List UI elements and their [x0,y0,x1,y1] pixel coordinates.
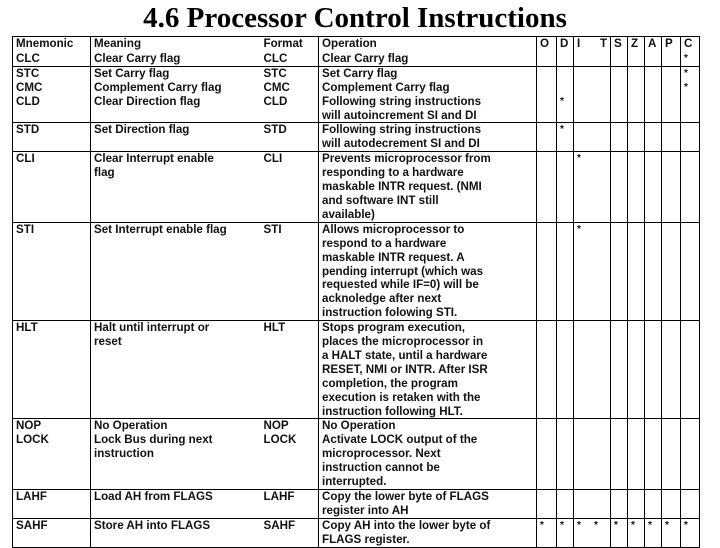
mnemonic-cell [13,433,91,489]
flag-cell [537,222,557,320]
col-header-mnemonic: Mnemonic [13,37,91,52]
flag-cell [557,490,574,519]
flag-header-o: O [540,37,550,50]
flag-cell [645,95,662,123]
table-row [13,123,700,152]
mnemonic-cell-line: HLT [16,321,38,335]
flag-cell [681,95,700,123]
flag-cell [628,123,645,152]
flag-header [574,37,611,52]
mnemonic-cell [13,419,91,433]
mnemonic-cell-line: CLD [16,94,40,108]
format-cell-line: NOP [263,419,289,433]
operation-cell-line: responding to a hardware [322,166,464,180]
flag-cell [611,419,628,433]
operation-cell-line: register into AH [322,503,409,517]
flag-cell [681,81,700,95]
flag-cell [557,518,574,547]
flag-cell [537,152,557,223]
operation-cell-line: Activate LOCK output of the [322,433,478,447]
flag-cell [557,81,574,95]
flag-header-a: A [648,37,657,50]
flag-cell [681,123,700,152]
flag-cell [662,52,681,66]
flag-cell [537,66,557,80]
flag-cell [628,81,645,95]
meaning-cell [91,321,261,419]
flag-cell [681,52,700,66]
format-cell [261,95,319,123]
operation-cell-line: No Operation [322,419,396,433]
flag-cell [681,518,700,547]
operation-cell [319,419,537,433]
flag-cell [537,419,557,433]
meaning-cell-line: Lock Bus during next [94,433,213,447]
format-cell [261,321,319,419]
flag-cell [628,95,645,123]
meaning-cell [91,433,261,489]
operation-cell-line: places the microprocessor in [322,335,484,349]
operation-cell-line: available) [322,207,375,221]
flag-cell [611,222,628,320]
flag-asterisk-c: * [684,81,688,93]
flag-cell [611,321,628,419]
table-row [13,52,700,66]
flag-cell [662,66,681,80]
flag-cell [645,490,662,519]
mnemonic-cell-line: STD [16,123,40,137]
flag-cell [628,152,645,223]
mnemonic-cell [13,321,91,419]
operation-cell-line: Set Carry flag [322,66,398,80]
mnemonic-cell [13,123,91,152]
operation-cell-line: will autoincrement SI and DI [322,108,477,122]
meaning-cell [91,66,261,80]
meaning-cell [91,81,261,95]
flag-cell [681,152,700,223]
flag-cell [557,123,574,152]
flag-header [645,37,662,52]
meaning-cell [91,152,261,223]
flag-cell [537,123,557,152]
format-cell [261,152,319,223]
operation-cell-line: Copy AH into the lower byte of [322,518,491,532]
flag-header-z: Z [631,37,639,50]
flag-asterisk-o: * [540,519,544,531]
meaning-cell-line: Set Carry flag [94,66,170,80]
flag-header-p: P [665,37,673,50]
operation-cell [319,52,537,66]
meaning-cell-line: Clear Carry flag [94,51,181,65]
flag-cell [537,81,557,95]
flag-cell [628,518,645,547]
meaning-cell-line: flag [94,166,115,180]
flag-cell [611,123,628,152]
operation-cell-line: Clear Carry flag [322,51,409,65]
flag-cell [628,419,645,433]
flag-header [611,37,628,52]
operation-cell-line: maskable INTR request. A [322,250,465,264]
flag-cell [628,490,645,519]
format-cell-line: STC [263,66,287,80]
flag-asterisk-i: * [577,519,581,531]
operation-cell-line: Prevents microprocessor from [322,152,491,166]
format-cell [261,222,319,320]
format-cell-line: STD [263,123,287,137]
flag-cell [574,66,611,80]
meaning-cell-line: Store AH into FLAGS [94,518,211,532]
operation-cell-line: Allows microprocessor to [322,222,465,236]
format-cell [261,490,319,519]
flag-cell [681,222,700,320]
flag-cell [662,123,681,152]
table-row [13,433,700,489]
operation-cell [319,433,537,489]
flag-asterisk-i: * [577,153,581,165]
meaning-cell-line: No Operation [94,419,168,433]
operation-cell-line: a HALT state, until a hardware [322,348,488,362]
mnemonic-cell-line: NOP [16,419,42,433]
flag-cell [557,66,574,80]
flag-cell [645,419,662,433]
flag-asterisk-d: * [560,95,564,107]
flag-cell [611,95,628,123]
flag-cell [557,419,574,433]
flag-asterisk-c: * [684,519,688,531]
flag-cell [681,490,700,519]
operation-cell [319,321,537,419]
flag-cell [645,518,662,547]
flag-asterisk-c: * [684,67,688,79]
table-row [13,66,700,80]
format-cell-line: HLT [263,321,286,335]
table-row [13,95,700,123]
flag-cell [662,95,681,123]
flag-cell [537,433,557,489]
col-header-operation: Operation [319,37,537,52]
flag-cell [574,123,611,152]
flag-cell [574,52,611,66]
operation-cell-line: respond to a hardware [322,236,447,250]
col-header-meaning: Meaning [91,37,261,52]
format-cell [261,518,319,547]
flag-cell [662,152,681,223]
flag-cell [628,433,645,489]
operation-cell-line: instruction cannot be [322,461,440,475]
table-row [13,222,700,320]
flag-cell [537,321,557,419]
flag-header [662,37,681,52]
operation-cell-line: Stops program execution, [322,321,466,335]
mnemonic-cell [13,81,91,95]
mnemonic-cell-line: LOCK [16,433,49,447]
meaning-cell-line: Clear Interrupt enable [94,152,214,166]
flag-header [628,37,645,52]
meaning-cell [91,52,261,66]
format-cell-line: LAHF [263,490,295,503]
operation-cell-line: microprocessor. Next [322,447,441,461]
meaning-cell-line: Complement Carry flag [94,80,222,94]
header-row [13,37,700,52]
operation-cell-line: interrupted. [322,475,387,489]
mnemonic-cell [13,66,91,80]
col-header-format: Format [261,37,319,52]
operation-cell-line: requested while IF=0) will be [322,278,479,292]
flag-asterisk-s: * [614,519,618,531]
mnemonic-cell-line: CLC [16,51,40,65]
operation-cell-line: and software INT still [322,193,439,207]
flag-asterisk-d: * [560,519,564,531]
format-cell-line: LOCK [263,433,297,447]
mnemonic-cell-line: STC [16,66,40,80]
operation-cell [319,152,537,223]
flag-cell [611,518,628,547]
meaning-cell [91,222,261,320]
flag-cell [662,433,681,489]
table-row [13,321,700,419]
operation-cell-line: completion, the program [322,376,458,390]
format-cell-line: STI [263,222,282,236]
flag-cell [611,490,628,519]
flag-header-s: S [614,37,622,50]
table-row [13,81,700,95]
table-row [13,518,700,547]
flag-cell [662,321,681,419]
operation-cell-line: execution is retaken with the [322,390,481,404]
flag-header [681,37,700,52]
flag-cell [611,433,628,489]
format-cell [261,123,319,152]
operation-cell-line: maskable INTR request. (NMI [322,180,482,194]
meaning-cell [91,123,261,152]
flag-cell [662,419,681,433]
flag-cell [557,222,574,320]
operation-cell [319,222,537,320]
meaning-cell-line: reset [94,335,122,349]
flag-cell [574,222,611,320]
meaning-cell-line: Load AH from FLAGS [94,490,213,503]
format-cell [261,81,319,95]
mnemonic-cell [13,95,91,123]
mnemonic-cell-line: LAHF [16,490,47,503]
flag-cell [557,95,574,123]
flag-asterisk-c: * [684,52,688,64]
flag-cell [537,490,557,519]
operation-cell-line: instruction following HLT. [322,404,463,418]
mnemonic-cell-line: CLI [16,152,35,166]
flag-asterisk-p: * [665,519,669,531]
flag-cell [537,52,557,66]
operation-cell [319,81,537,95]
instruction-table [12,36,700,548]
page-title: 4.6 Processor Control Instructions [143,2,567,34]
operation-cell-line: pending interrupt (which was [322,264,484,278]
meaning-cell-line: Set Interrupt enable flag [94,222,227,236]
flag-cell [645,222,662,320]
mnemonic-cell [13,222,91,320]
operation-cell [319,123,537,152]
flag-asterisk-d: * [560,124,564,136]
flag-cell [611,152,628,223]
format-cell-line: CLI [263,152,283,166]
flag-asterisk-a: * [648,519,652,531]
flag-cell [645,81,662,95]
format-cell [261,52,319,66]
flag-cell [574,419,611,433]
flag-cell [611,52,628,66]
flag-cell [574,518,611,547]
flag-cell [681,66,700,80]
mnemonic-cell-line: STI [16,222,35,236]
operation-cell [319,95,537,123]
flag-cell [557,152,574,223]
meaning-cell [91,490,261,519]
flag-asterisk-z: * [631,519,635,531]
flag-header [537,37,557,52]
format-cell [261,433,319,489]
format-cell-line: CLD [263,94,288,108]
flag-cell [537,518,557,547]
meaning-cell-line: Clear Direction flag [94,94,201,108]
meaning-cell-line: Halt until interrupt or [94,321,210,335]
format-cell-line: CMC [263,80,290,94]
flag-header-d: D [560,37,569,50]
flag-cell [628,222,645,320]
operation-cell [319,490,537,519]
mnemonic-cell-line: SAHF [16,518,48,532]
operation-cell-line: Complement Carry flag [322,80,450,94]
format-cell [261,66,319,80]
flag-cell [645,152,662,223]
operation-cell-line: Copy the lower byte of FLAGS [322,490,489,503]
meaning-cell [91,95,261,123]
flag-cell [662,490,681,519]
flag-cell [662,222,681,320]
mnemonic-cell [13,518,91,547]
flag-cell [681,321,700,419]
format-cell [261,419,319,433]
flag-cell [628,66,645,80]
flag-cell [574,433,611,489]
mnemonic-cell-line: CMC [16,80,43,94]
flag-cell [574,81,611,95]
mnemonic-cell [13,490,91,519]
flag-cell [611,66,628,80]
flag-cell [662,518,681,547]
flag-cell [574,321,611,419]
operation-cell [319,518,537,547]
operation-cell-line: instruction folowing STI. [322,306,458,320]
operation-cell-line: RESET, NMI or INTR. After ISR [322,362,488,376]
table-row [13,490,700,519]
flag-cell [662,81,681,95]
flag-cell [681,419,700,433]
operation-cell-line: Following string instructions [322,123,482,137]
table-row [13,419,700,433]
mnemonic-cell [13,52,91,66]
flag-cell [645,52,662,66]
flag-cell [681,433,700,489]
flag-asterisk-t: * [594,519,598,531]
operation-cell [319,66,537,80]
format-cell-line: SAHF [263,518,296,532]
flag-cell [628,321,645,419]
flag-header-i: I [577,37,581,50]
meaning-cell-line: Set Direction flag [94,123,190,137]
operation-cell-line: Following string instructions [322,94,482,108]
flag-cell [628,52,645,66]
flag-cell [574,95,611,123]
flag-cell [611,81,628,95]
flag-cell [645,433,662,489]
table-row [13,152,700,223]
meaning-cell [91,518,261,547]
flag-cell [574,490,611,519]
flag-header-c: C [684,37,693,50]
format-cell-line: CLC [263,51,288,65]
flag-cell [645,321,662,419]
flag-cell [645,66,662,80]
flag-cell [645,123,662,152]
flag-header [557,37,574,52]
flag-cell [557,433,574,489]
flag-header-t: T [600,37,608,50]
flag-cell [557,321,574,419]
operation-cell-line: FLAGS register. [322,532,410,546]
operation-cell-line: acknoledge after next [322,292,442,306]
flag-cell [574,152,611,223]
flag-cell [557,52,574,66]
meaning-cell-line: instruction [94,447,154,461]
meaning-cell [91,419,261,433]
mnemonic-cell [13,152,91,223]
operation-cell-line: will autodecrement SI and DI [322,137,480,151]
flag-cell [537,95,557,123]
flag-asterisk-i: * [577,223,581,235]
